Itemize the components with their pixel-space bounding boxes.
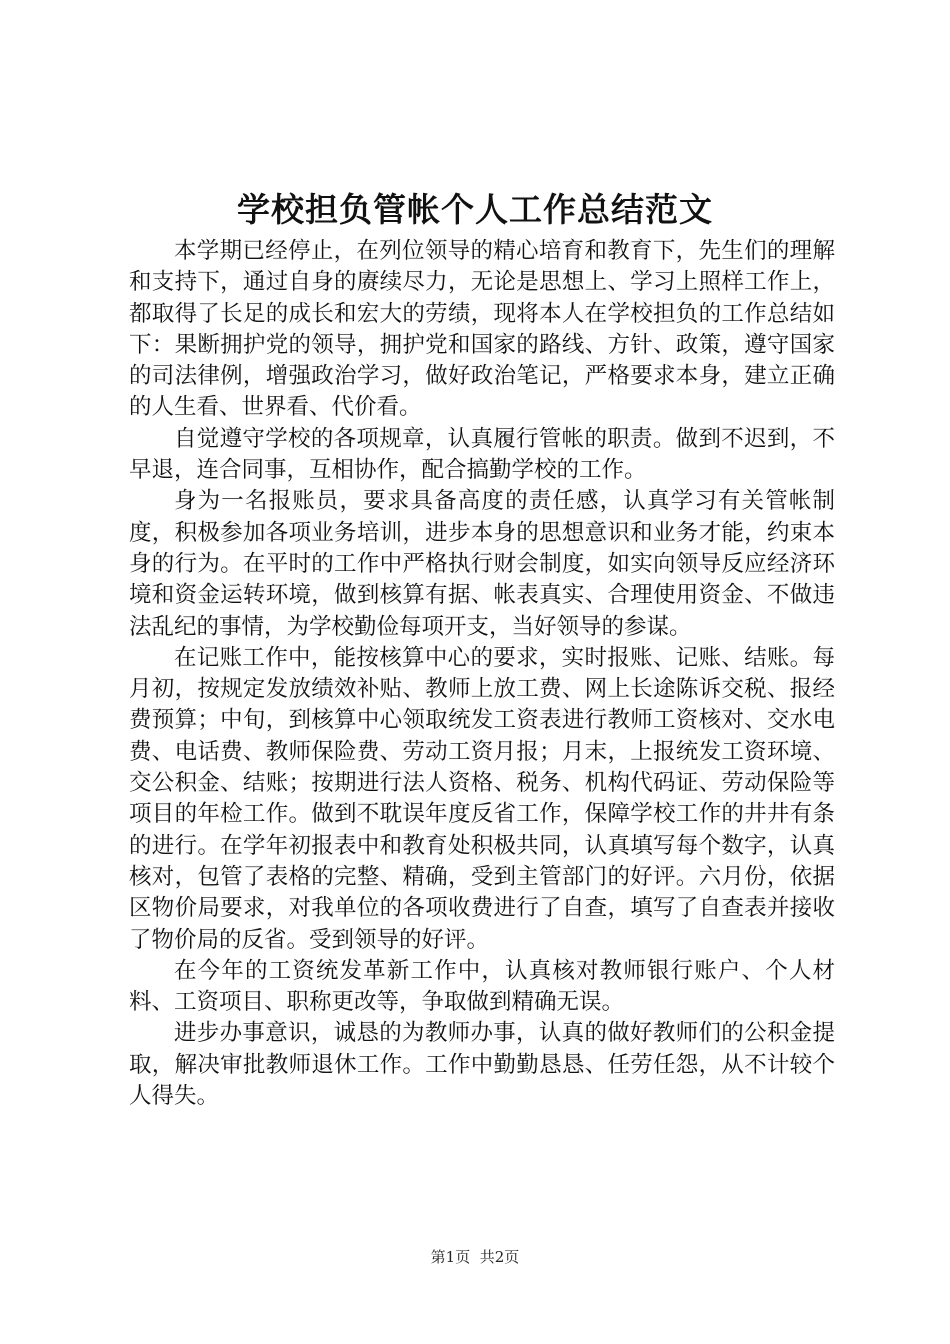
page-footer [0,1246,950,1268]
paragraph-6: 进步办事意识，诚恳的为教师办事，认真的做好教师们的公积金提取，解决审批教师退休工作。工作中勤勤恳恳、任劳任怨，从不计较个人得失。 [129,1020,835,1110]
paragraph-5: 在今年的工资统发革新工作中，认真核对教师银行账户、个人材料、工资项目、职称更改等，争取做到精确无误。 [129,957,835,1016]
paragraph-2: 自觉遵守学校的各项规章，认真履行管帐的职责。做到不迟到，不早退，连合同事，互相协作，配合搞勤学校的工作。 [129,425,835,484]
paragraph-1: 本学期已经停止，在列位领导的精心培育和教育下，先生们的理解和支持下，通过自身的赓续尽力，无论是思想上、学习上照样工作上，都取得了长足的成长和宏大的劳绩，现将本人在学校担负的工作总结如下：果断拥护党的领导，拥护党和国家的路线、方针、政策，遵守国家的司法律例，增强政治学习，做好政治笔记，严格要求本身，建立正确的人生看、世界看、代价看。 [129,238,835,421]
document-title: 学校担负管帐个人工作总结范文 [237,190,713,229]
document-body [129,236,835,1112]
paragraph-4: 在记账工作中，能按核算中心的要求，实时报账、记账、结账。每月初，按规定发放绩效补贴、教师上放工费、网上长途陈诉交税、报经费预算；中旬，到核算中心领取统发工资表进行教师工资核对、交水电费、电话费、教师保险费、劳动工资月报；月末，上报统发工资环境、交公积金、结账；按期进行法人资格、税务、机构代码证、劳动保险等项目的年检工作。做到不耽误年度反省工作，保障学校工作的井井有条的进行。在学年初报表中和教育处积极共同，认真填写每个数字，认真核对，包管了表格的完整、精确，受到主管部门的好评。六月份，依据区物价局要求，对我单位的各项收费进行了自查，填写了自查表并接收了物价局的反省。受到领导的好评。 [129,644,835,953]
page-number: 第1页 [430,1248,471,1266]
footer-spacer [470,1248,480,1266]
paragraph-3: 身为一名报账员，要求具备高度的责任感，认真学习有关管帐制度，积极参加各项业务培训，进步本身的思想意识和业务才能，约束本身的行为。在平时的工作中严格执行财会制度，如实向领导反应经济环境和资金运转环境，做到核算有据、帐表真实、合理使用资金、不做违法乱纪的事情，为学校勤俭每项开支，当好领导的参谋。 [129,488,835,640]
page-total: 共2页 [479,1248,520,1266]
